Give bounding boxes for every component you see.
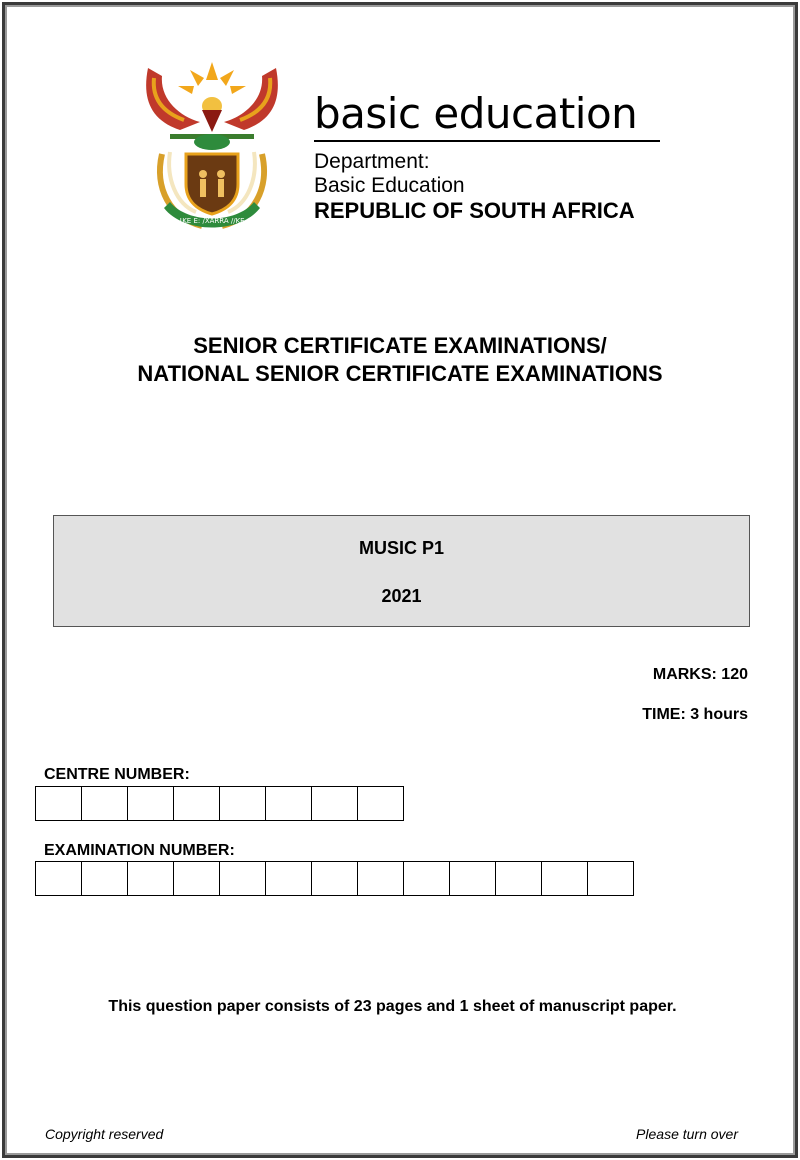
centre-number-box[interactable] [127,786,174,821]
centre-number-box[interactable] [357,786,404,821]
subject-box [53,515,750,627]
centre-number-box[interactable] [81,786,128,821]
centre-number-box[interactable] [173,786,220,821]
examination-number-box[interactable] [127,861,174,896]
exam-title-line-2: NATIONAL SENIOR CERTIFICATE EXAMINATIONS [137,361,663,386]
examination-number-box[interactable] [81,861,128,896]
total-marks: MARKS: 120 [652,666,748,683]
exam-duration: TIME: 3 hours [642,706,748,723]
examination-number-box[interactable] [219,861,266,896]
examination-number-box[interactable] [357,861,404,896]
examination-number-box[interactable] [35,861,82,896]
centre-number-box[interactable] [265,786,312,821]
department-brand [314,90,664,224]
turn-over-notice: Please turn over [636,1126,738,1142]
brand-underline [314,140,660,142]
subject-title: MUSIC P1 [358,538,445,558]
centre-number-box[interactable] [35,786,82,821]
exam-title [0,332,800,388]
examination-number-box[interactable] [403,861,450,896]
examination-number-box[interactable] [541,861,588,896]
examination-number-box[interactable] [495,861,542,896]
examination-number-box[interactable] [173,861,220,896]
page-count-note: This question paper consists of 23 pages and 1 sheet of manuscript paper. [108,998,677,1015]
brand-name: basic education [314,89,638,138]
examination-number-box[interactable] [449,861,496,896]
examination-number-boxes [35,861,634,896]
centre-number-box[interactable] [219,786,266,821]
examination-number-box[interactable] [311,861,358,896]
coat-of-arms-logo [140,58,284,236]
exam-year: 2021 [381,586,422,606]
examination-number-box[interactable] [265,861,312,896]
country-name: REPUBLIC OF SOUTH AFRICA [314,198,635,223]
crest-motto: !KE E: /XARRA //KE [179,217,245,225]
centre-number-label: CENTRE NUMBER: [44,766,190,783]
exam-title-line-1: SENIOR CERTIFICATE EXAMINATIONS/ [193,333,607,358]
centre-number-box[interactable] [311,786,358,821]
department-label: Department: [314,150,430,173]
examination-number-label: EXAMINATION NUMBER: [44,842,235,859]
copyright-notice: Copyright reserved [45,1126,164,1142]
examination-number-box[interactable] [587,861,634,896]
department-name: Basic Education [314,174,465,197]
centre-number-boxes [35,786,404,821]
